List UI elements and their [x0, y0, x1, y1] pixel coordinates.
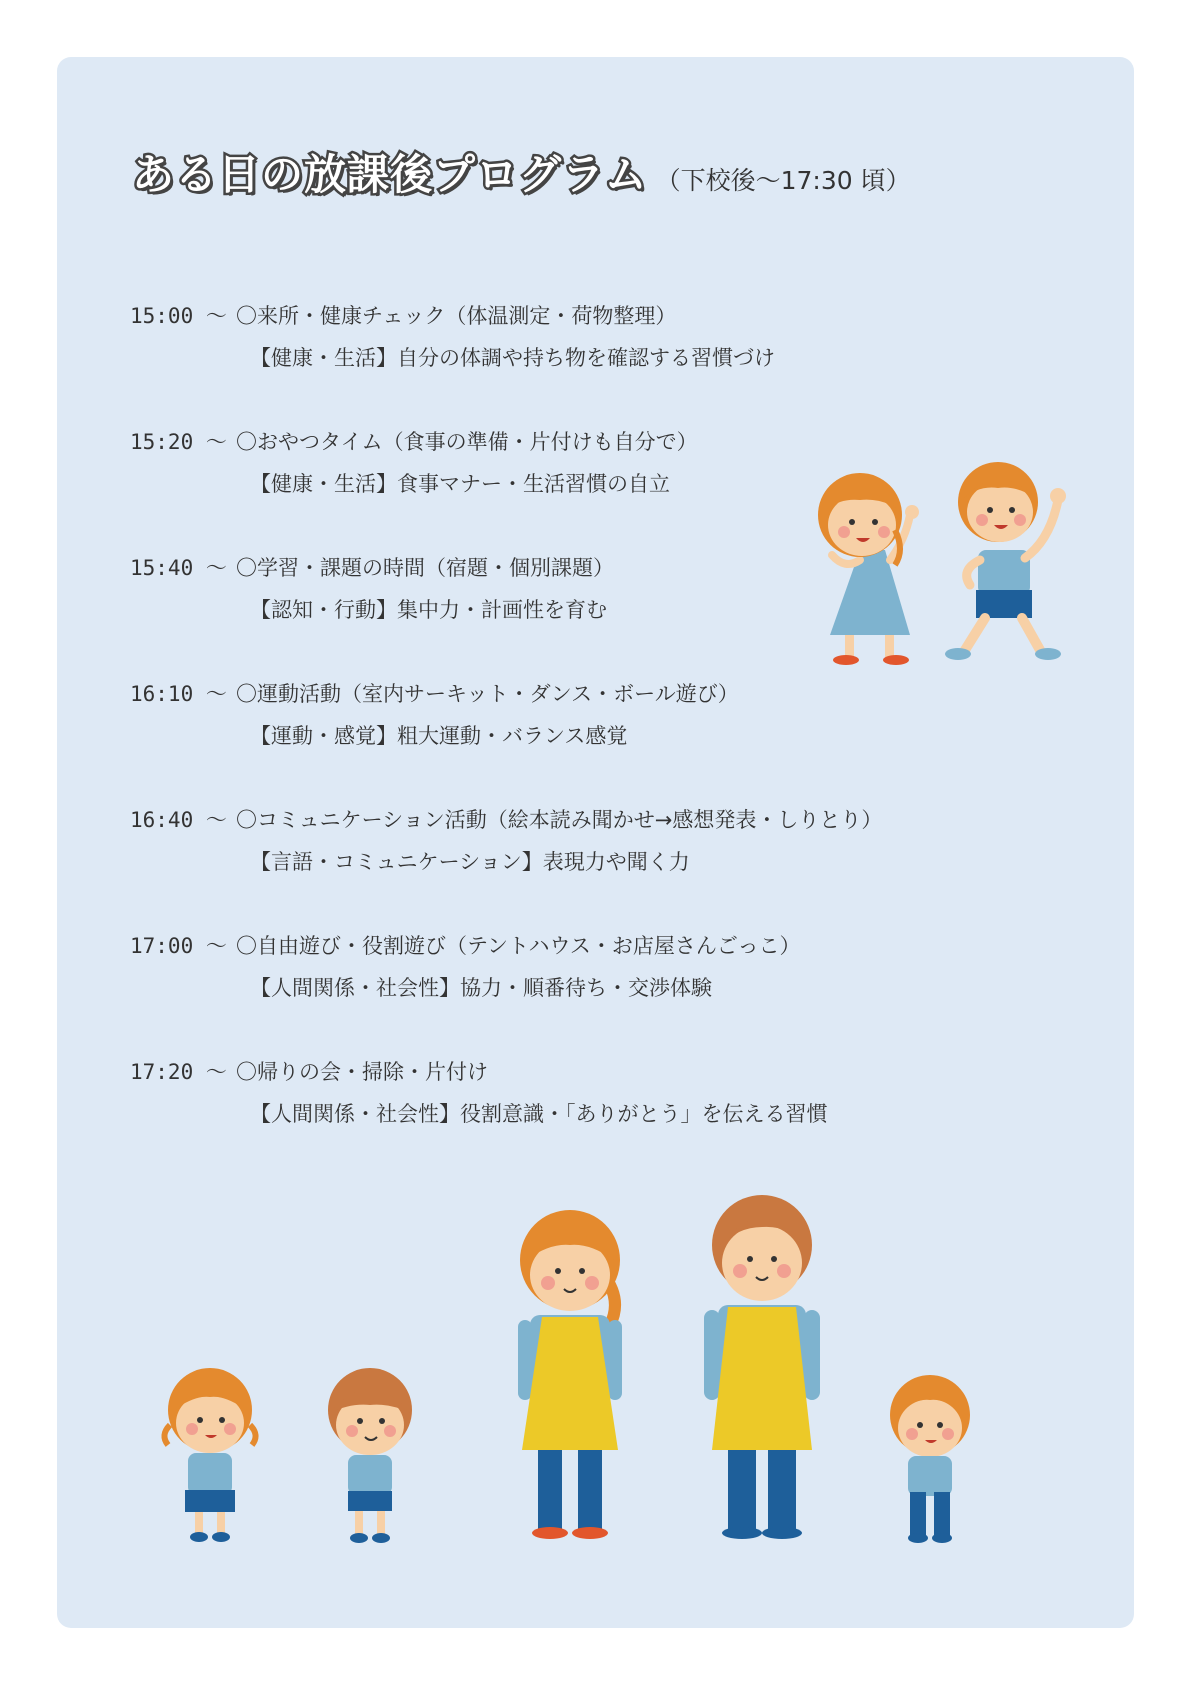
schedule-purpose: 【言語・コミュニケーション】表現力や聞く力 — [250, 850, 690, 874]
schedule-item — [130, 678, 1130, 804]
schedule-item — [130, 1056, 1130, 1182]
schedule-activity: 〇コミュニケーション活動（絵本読み聞かせ→感想発表・しりとり） — [236, 808, 883, 832]
schedule-activity: 〇自由遊び・役割遊び（テントハウス・お店屋さんごっこ） — [236, 934, 801, 958]
schedule-list — [130, 300, 1130, 1182]
schedule-time: 16:10 〜 — [130, 682, 227, 706]
group-illustration — [140, 1185, 1020, 1565]
child-boy-short — [890, 1375, 970, 1543]
title-row — [132, 142, 911, 202]
schedule-purpose: 【健康・生活】食事マナー・生活習慣の自立 — [250, 472, 670, 496]
schedule-activity: 〇おやつタイム（食事の準備・片付けも自分で） — [236, 430, 698, 454]
staff-man-apron — [704, 1195, 820, 1539]
schedule-time: 15:40 〜 — [130, 556, 227, 580]
schedule-purpose: 【健康・生活】自分の体調や持ち物を確認する習慣づけ — [250, 346, 775, 370]
child-boy-bowlcut — [328, 1368, 412, 1543]
schedule-activity: 〇運動活動（室内サーキット・ダンス・ボール遊び） — [236, 682, 739, 706]
page-subtitle: （下校後〜17:30 頃） — [655, 166, 911, 195]
schedule-time: 17:00 〜 — [130, 934, 227, 958]
schedule-purpose: 【人間関係・社会性】協力・順番待ち・交渉体験 — [250, 976, 712, 1000]
page-title: ある日の放課後プログラム — [132, 150, 648, 199]
schedule-time: 15:00 〜 — [130, 304, 227, 328]
waving-boy-figure — [945, 462, 1066, 660]
schedule-activity: 〇学習・課題の時間（宿題・個別課題） — [236, 556, 614, 580]
child-girl-pigtails — [164, 1368, 255, 1542]
schedule-activity: 〇帰りの会・掃除・片付け — [236, 1060, 488, 1084]
schedule-purpose: 【人間関係・社会性】役割意識・「ありがとう」を伝える習慣 — [250, 1102, 828, 1126]
schedule-time: 17:20 〜 — [130, 1060, 227, 1084]
waving-kids-illustration — [800, 460, 1090, 670]
schedule-item — [130, 804, 1130, 930]
schedule-purpose: 【運動・感覚】粗大運動・バランス感覚 — [250, 724, 628, 748]
schedule-purpose: 【認知・行動】集中力・計画性を育む — [250, 598, 607, 622]
schedule-item — [130, 300, 1130, 426]
waving-girl-figure — [818, 473, 919, 665]
staff-woman-apron — [518, 1210, 622, 1539]
schedule-item — [130, 930, 1130, 1056]
schedule-time: 15:20 〜 — [130, 430, 227, 454]
schedule-activity: 〇来所・健康チェック（体温測定・荷物整理） — [236, 304, 677, 328]
schedule-time: 16:40 〜 — [130, 808, 227, 832]
